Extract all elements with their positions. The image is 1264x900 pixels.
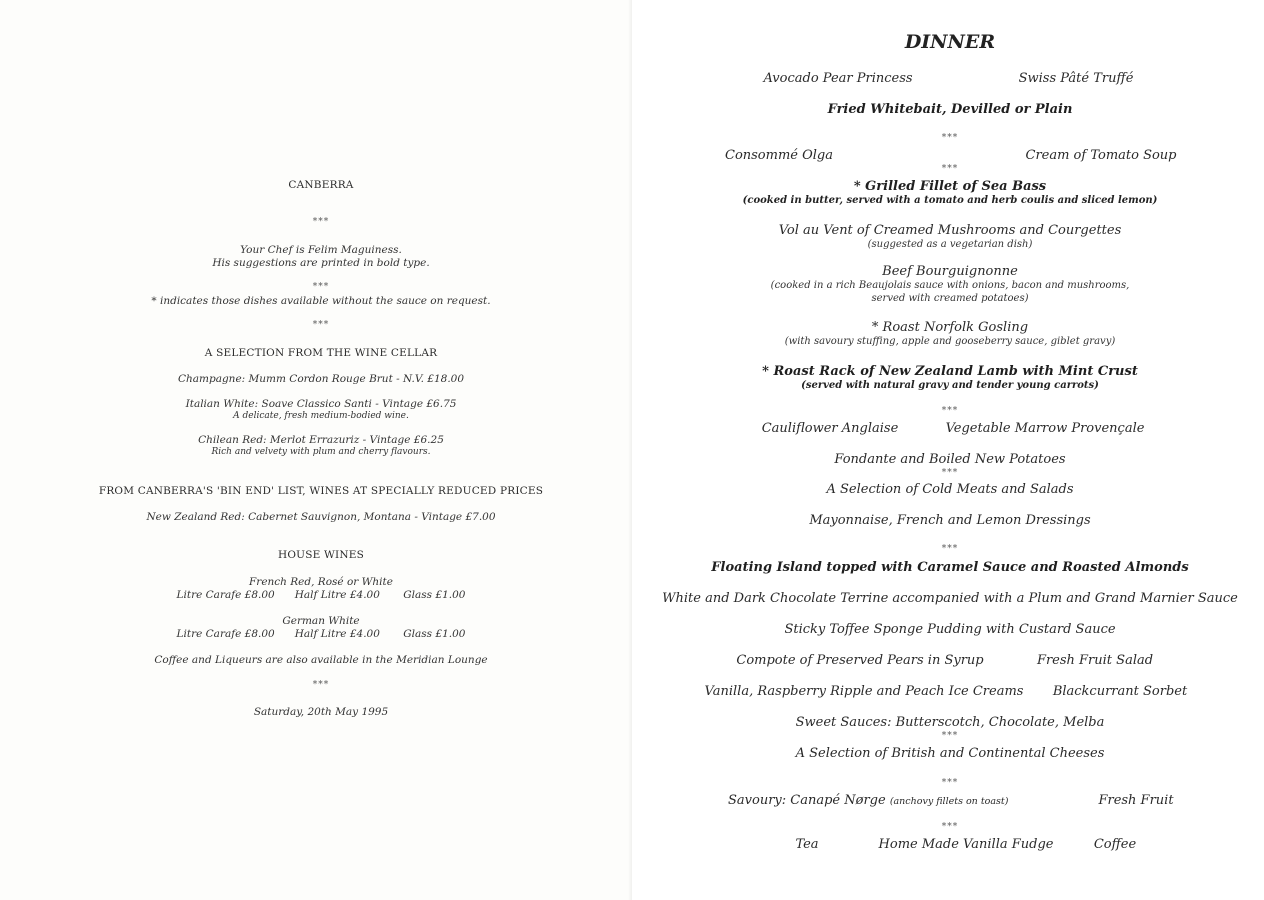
bin-end-heading: FROM CANBERRA'S 'BIN END' LIST, WINES AT SPECIALLY REDUCED PRICES	[98, 485, 544, 497]
separator: ***	[941, 778, 959, 788]
menu-item-bold: Floating Island topped with Caramel Sauce and Roasted Almonds	[711, 560, 1189, 575]
right-page	[632, 0, 1264, 900]
savoury-description: (anchovy fillets on toast)	[889, 796, 1009, 807]
separator: ***	[941, 822, 959, 832]
menu-item-description: (with savoury stuffing, apple and gooseberry sauce, giblet gravy)	[784, 336, 1116, 347]
menu-item: Compote of Preserved Pears in Syrup	[736, 653, 984, 668]
menu-item-description: (served with natural gravy and tender young carrots)	[801, 380, 1099, 391]
ship-name: CANBERRA	[288, 179, 354, 191]
menu-item-bold: * Grilled Fillet of Sea Bass	[853, 179, 1047, 194]
wine-item: Chilean Red: Merlot Errazuriz - Vintage £6.25	[198, 434, 444, 446]
separator: ***	[941, 731, 959, 741]
menu-item: Vol au Vent of Creamed Mushrooms and Courgettes	[778, 223, 1122, 238]
menu-item: A Selection of British and Continental Cheeses	[795, 746, 1105, 761]
house-wine-name: German White	[282, 615, 360, 627]
menu-item-description: (cooked in a rich Beaujolais sauce with onions, bacon and mushrooms,	[770, 280, 1130, 291]
menu-item: Vegetable Marrow Provençale	[945, 421, 1145, 436]
menu-item: Cream of Tomato Soup	[1025, 148, 1177, 163]
menu-item: Blackcurrant Sorbet	[1052, 684, 1188, 699]
menu-item: Cauliflower Anglaise	[761, 421, 899, 436]
menu-item: Sticky Toffee Sponge Pudding with Custard Sauce	[784, 622, 1116, 637]
menu-item: Swiss Pâté Truffé	[1018, 71, 1134, 86]
separator: ***	[941, 544, 959, 554]
menu-item: Vanilla, Raspberry Ripple and Peach Ice Creams	[704, 684, 1024, 699]
menu-title: DINNER	[904, 31, 996, 53]
savoury-name: Savoury: Canapé Nørge	[728, 793, 886, 808]
separator: ***	[312, 680, 330, 690]
menu-item: Avocado Pear Princess	[763, 71, 913, 86]
menu-item-bold: Fried Whitebait, Devilled or Plain	[827, 102, 1073, 117]
coffee-note: Coffee and Liqueurs are also available in the Meridian Lounge	[154, 654, 488, 666]
menu-date: Saturday, 20th May 1995	[253, 706, 389, 718]
separator: ***	[941, 133, 959, 143]
menu-item: Fresh Fruit	[1098, 793, 1174, 808]
separator: ***	[312, 217, 330, 227]
house-wine-prices: Litre Carafe £8.00 Half Litre £4.00 Glass £1.00	[176, 628, 466, 640]
bin-end-wine: New Zealand Red: Cabernet Sauvignon, Montana - Vintage £7.00	[146, 511, 496, 523]
menu-item: Consommé Olga	[724, 148, 834, 163]
sauce-note: * indicates those dishes available without the sauce on request.	[151, 295, 491, 307]
menu-item: Fresh Fruit Salad	[1036, 653, 1154, 668]
separator: ***	[941, 164, 959, 174]
chef-line: Your Chef is Felim Maguiness.	[240, 244, 402, 256]
separator: ***	[312, 320, 330, 330]
menu-item: Tea	[795, 837, 819, 852]
wine-item: Champagne: Mumm Cordon Rouge Brut - N.V. £18.00	[177, 373, 465, 385]
menu-item-description: (suggested as a vegetarian dish)	[867, 239, 1033, 250]
menu-item: * Roast Norfolk Gosling	[871, 320, 1029, 335]
chef-suggestions: His suggestions are printed in bold type.	[212, 257, 430, 269]
menu-item: A Selection of Cold Meats and Salads	[826, 482, 1074, 497]
menu-item-description: served with creamed potatoes)	[871, 293, 1029, 304]
menu-item-bold: * Roast Rack of New Zealand Lamb with Mint Crust	[762, 364, 1138, 379]
wine-item: Italian White: Soave Classico Santi - Vintage £6.75	[185, 398, 457, 410]
menu-item: Coffee	[1093, 837, 1137, 852]
house-wine-prices: Litre Carafe £8.00 Half Litre £4.00 Glass £1.00	[176, 589, 466, 601]
menu-item: White and Dark Chocolate Terrine accompanied with a Plum and Grand Marnier Sauce	[662, 591, 1238, 606]
menu-item: Beef Bourguignonne	[882, 264, 1018, 279]
menu-item: Sweet Sauces: Butterscotch, Chocolate, Melba	[795, 715, 1105, 730]
wine-description: A delicate, fresh medium-bodied wine.	[233, 411, 409, 421]
wine-heading: A SELECTION FROM THE WINE CELLAR	[204, 347, 438, 359]
house-wines-heading: HOUSE WINES	[278, 549, 364, 561]
separator: ***	[941, 468, 959, 478]
menu-item: Fondante and Boiled New Potatoes	[834, 452, 1066, 467]
menu-item-description: (cooked in butter, served with a tomato and herb coulis and sliced lemon)	[742, 195, 1158, 206]
savoury-item	[728, 793, 1008, 808]
separator: ***	[941, 406, 959, 416]
house-wine-name: French Red, Rosé or White	[249, 576, 393, 588]
wine-description: Rich and velvety with plum and cherry flavours.	[211, 447, 431, 457]
menu-item: Home Made Vanilla Fudge	[878, 837, 1054, 852]
separator: ***	[312, 282, 330, 292]
menu-item: Mayonnaise, French and Lemon Dressings	[809, 513, 1091, 528]
